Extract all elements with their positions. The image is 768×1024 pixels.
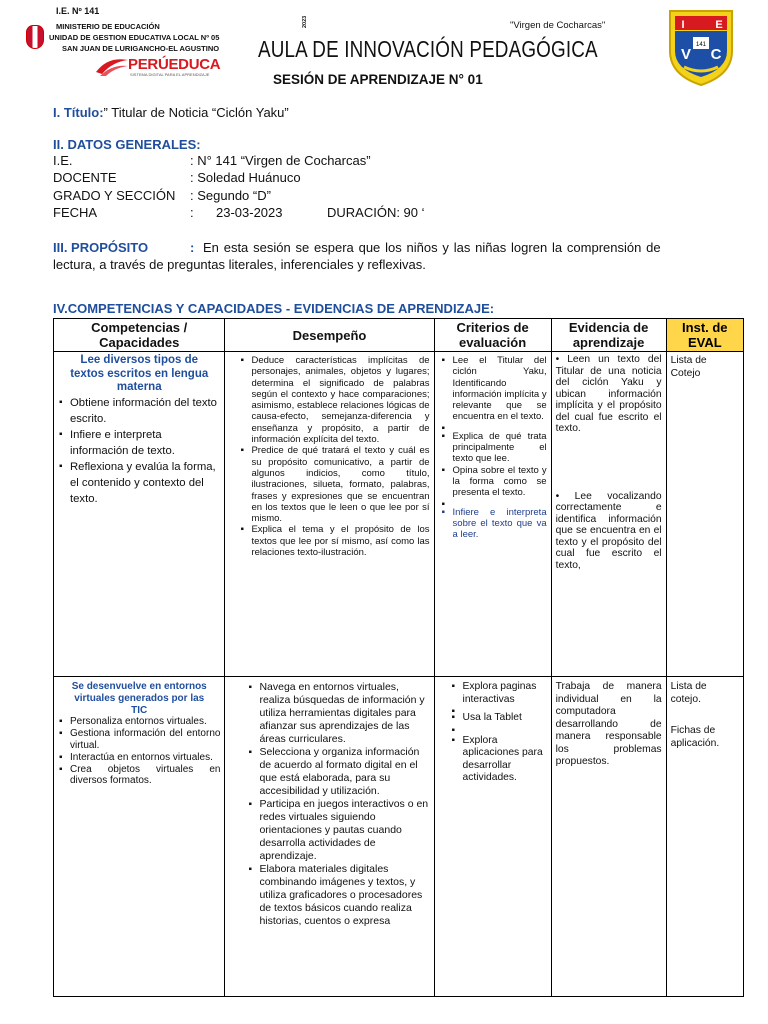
- district-name: SAN JUAN DE LURIGANCHO-EL AGUSTINO: [62, 44, 220, 53]
- perueduca-logo: [94, 54, 234, 78]
- list-item: ▪ Navega en entornos virtuales, realiza búsquedas de información y utiliza herramientas digitales para afianzar sus aprendizajes de las áreas curriculares.: [259, 681, 429, 746]
- list-item: ▪ Opina sobre el texto y la forma como se presenta el texto.: [453, 465, 547, 499]
- aula-title: AULA DE INNOVACIÓN PEDAGÓGICA: [258, 36, 598, 62]
- desempeno-list-2: [229, 681, 429, 928]
- perueduca-swoosh-icon: [94, 54, 130, 78]
- criterios-list-2: [439, 681, 547, 785]
- cell-instrumento-1: [666, 352, 743, 677]
- list-item: ▪ Explora paginas interactivas: [463, 681, 547, 706]
- criterios-list-1: [439, 355, 547, 540]
- datos-fecha-colon: :: [190, 205, 194, 220]
- col-header-inst-eval: Inst. de EVAL: [666, 319, 743, 352]
- table-row: [54, 677, 744, 997]
- proposito-text-2: lectura, a través de preguntas literales, inferenciales y reflexivas.: [53, 257, 426, 272]
- col-header-evidencia: Evidencia de aprendizaje: [551, 319, 666, 352]
- instrumento-2b: Fichas de aplicación.: [670, 725, 720, 749]
- datos-label-docente: DOCENTE: [53, 170, 117, 185]
- shield-letter-i: I: [681, 19, 685, 31]
- col-header-desempeno: Desempeño: [225, 319, 434, 352]
- shield-letter-e: E: [715, 19, 723, 31]
- list-item: ▪ Usa la Tablet: [463, 712, 547, 725]
- list-item: ▪ Explora aplicaciones para desarrollar actividades.: [463, 735, 547, 785]
- list-item: ▪ Reflexiona y evalúa la forma, el contenido y contexto del texto.: [70, 459, 220, 507]
- titulo-label: I. Título:: [53, 105, 104, 120]
- datos-label-grado: GRADO Y SECCIÓN: [53, 188, 176, 203]
- list-item: ▪ Gestiona información del entorno virtual.: [70, 728, 220, 752]
- list-item: ▪ Deduce características implícitas de personajes, animales, objetos y lugares; determina el significado de palabras según el contexto y hace comparaciones; asimismo, establece relaciones lógicas de causa-efecto, semejanza-diferencia y enseñanza y propósito, a partir de información explícita del texto.: [251, 355, 429, 445]
- datos-label-ie: I.E.: [53, 153, 73, 168]
- competencia-lee: Lee diversos tipos de textos escritos en lengua materna: [70, 354, 209, 393]
- competencias-heading: IV.COMPETENCIAS Y CAPACIDADES - EVIDENCIAS DE APRENDIZAJE:: [53, 301, 495, 316]
- datos-value-docente: : Soledad Huánuco: [190, 170, 301, 185]
- list-item: ▪ Explica de qué trata principalmente el texto que lee.: [453, 431, 547, 465]
- evidencia-1a: • Leen un texto del Titular de una noticia del ciclón Yaku y ubican información implícita y el propósito del cual fue escrito el texto.: [555, 354, 662, 434]
- session-title: SESIÓN DE APRENDIZAJE N° 01: [273, 72, 483, 87]
- table-row: [54, 352, 744, 677]
- list-item: ▪ Infiere e interpreta sobre el texto que va a leer.: [453, 507, 547, 541]
- competencias-table: [53, 318, 744, 997]
- school-shield-logo: [666, 7, 736, 87]
- cell-competencia-1: [54, 352, 225, 677]
- cell-criterios-2: [434, 677, 551, 997]
- datos-label-fecha: FECHA: [53, 205, 98, 220]
- table-header-row: [54, 319, 744, 352]
- list-item: ▪ Selecciona y organiza información de acuerdo al formato digital en el que está elaborada, para su accesibilidad y utilización.: [259, 746, 429, 798]
- capacidades-list-2: [58, 716, 220, 787]
- list-item: ▪ Lee el Titular del ciclón Yaku, Identificando información implícita y relevante que se encuentra en el texto.: [453, 355, 547, 423]
- competencia-tic: Se desenvuelve en entornos virtuales generados por las TIC: [71, 681, 207, 716]
- peru-coat-of-arms-icon: [26, 25, 44, 49]
- capacidades-list-1: [58, 395, 220, 507]
- cell-desempeno-2: [225, 677, 434, 997]
- list-item: ▪ Obtiene información del texto escrito.: [70, 395, 220, 427]
- proposito-text-1: En esta sesión se espera que los niños y las niñas logren la comprensión de: [203, 240, 661, 255]
- list-item: ▪ Explica el tema y el propósito de los textos que lee por sí mismo, así como las relaciones texto-ilustración.: [251, 524, 429, 558]
- ugel-name: UNIDAD DE GESTION EDUCATIVA LOCAL Nº 05: [49, 33, 220, 42]
- datos-value-grado: : Segundo “D”: [190, 188, 271, 203]
- instrumento-2a: Lista de cotejo.: [670, 681, 707, 705]
- desempeno-list-1: [229, 355, 429, 558]
- proposito-colon: :: [190, 240, 195, 255]
- shield-letter-c: C: [710, 46, 722, 63]
- proposito-label: III. PROPÓSITO: [53, 240, 149, 255]
- evidencia-2: Trabaja de manera individual en la computadora desarrollando de manera responsable los problemas propuestos.: [555, 681, 662, 767]
- shield-number: 141: [695, 42, 707, 48]
- list-item: ▪ Personaliza entornos virtuales.: [70, 716, 220, 728]
- col-header-criterios: Criterios de evaluación: [434, 319, 551, 352]
- cell-instrumento-2: [666, 677, 743, 997]
- list-item: ▪ Interactúa en entornos virtuales.: [70, 752, 220, 764]
- school-name-quote: "Virgen de Cocharcas": [510, 20, 606, 31]
- datos-heading: II. DATOS GENERALES:: [53, 137, 201, 152]
- shield-letter-v: V: [680, 46, 692, 63]
- titulo-value: ” Titular de Noticia “Ciclón Yaku”: [103, 105, 289, 120]
- year-small: 2023: [302, 15, 308, 28]
- list-item: ▪ Participa en juegos interactivos o en redes virtuales siguiendo orientaciones y pautas cuando desarrolla actividades de aprendizaje.: [259, 798, 429, 863]
- list-item: ▪ Elabora materiales digitales combinando imágenes y textos, y utiliza graficadores o procesadores de textos básicos cuando realiza historias, cuentos o expresa: [259, 863, 429, 928]
- perueduca-tagline: SISTEMA DIGITAL PARA EL APRENDIZAJE: [130, 72, 210, 77]
- datos-value-ie: : N° 141 “Virgen de Cocharcas”: [190, 153, 371, 168]
- cell-evidencia-2: [551, 677, 666, 997]
- titulo-line: [53, 105, 289, 120]
- perueduca-wordmark: PERÚEDUCA: [128, 56, 221, 73]
- cell-evidencia-1: [551, 352, 666, 677]
- cell-desempeno-1: [225, 352, 434, 677]
- col-header-competencias: Competencias / Capacidades: [54, 319, 225, 352]
- cell-criterios-1: [434, 352, 551, 677]
- instrumento-1: Lista de Cotejo: [670, 355, 707, 379]
- list-item: ▪ Predice de qué tratará el texto y cuál es su propósito comunicativo, a partir de algunos indicios, como título, ilustraciones, silueta, formato, palabras, frases y expresiones que se encuentran en los textos que le leen o que lee por sí mismo.: [251, 445, 429, 524]
- cell-competencia-2: [54, 677, 225, 997]
- evidencia-1b: • Lee vocalizando correctamente e identifica información que se encuentra en el texto y el propósito del cual fue escrito el texto,: [555, 490, 662, 571]
- datos-duracion: DURACIÓN: 90 ‘: [327, 205, 425, 220]
- list-item: ▪ Infiere e interpreta información de texto.: [70, 427, 220, 459]
- datos-fecha-value: 23-03-2023: [216, 205, 283, 220]
- ministry-name: MINISTERIO DE EDUCACIÓN: [56, 22, 160, 31]
- list-item: ▪ Crea objetos virtuales en diversos formatos.: [70, 764, 220, 788]
- school-id: I.E. Nº 141: [56, 6, 100, 16]
